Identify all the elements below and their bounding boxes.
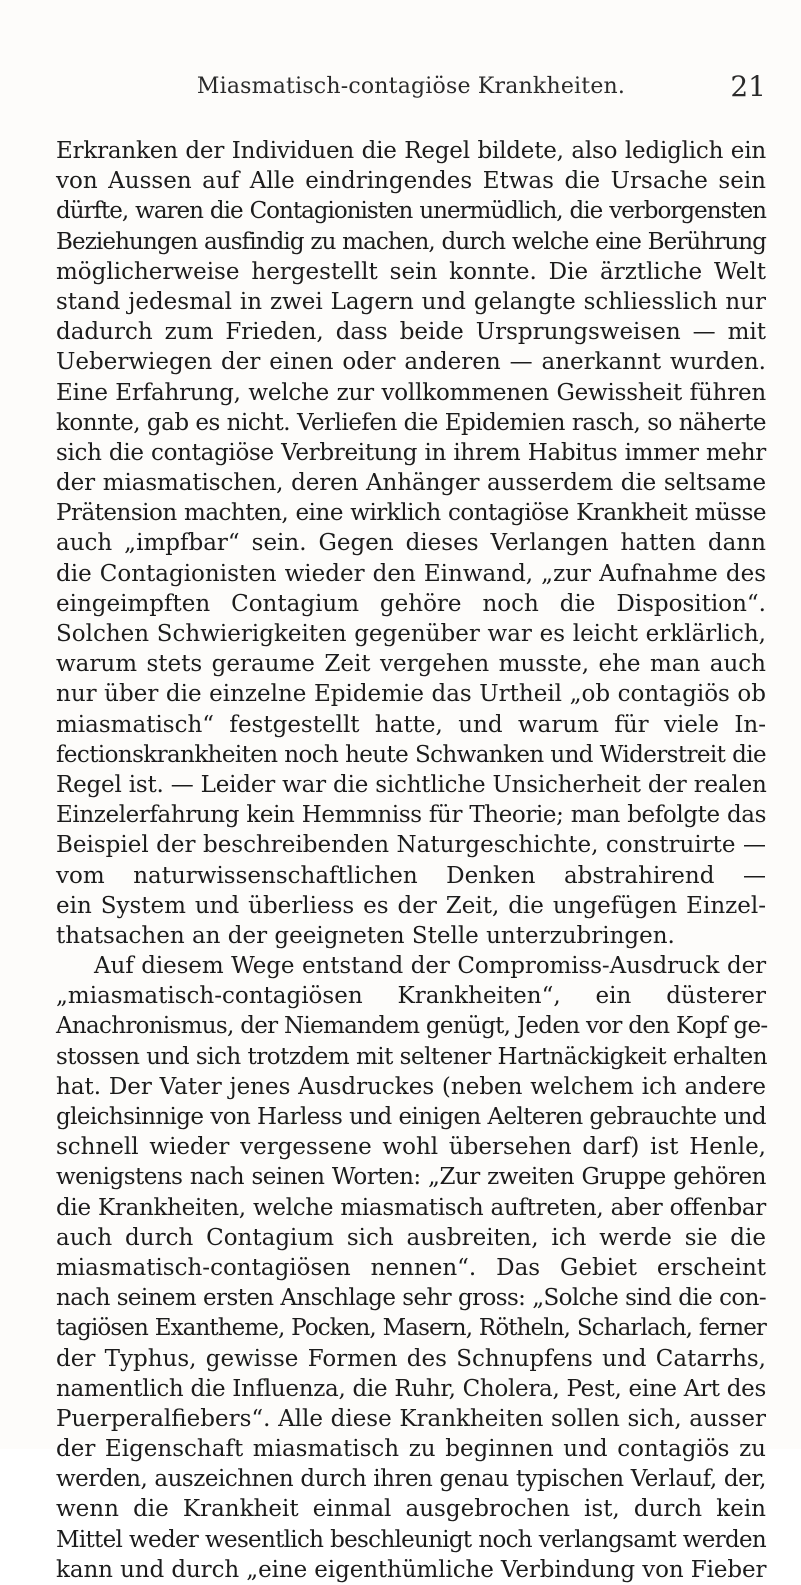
text-line: miasmatisch“ festgestellt hatte, und warum für viele In- [56,711,766,738]
text-line: die Krankheiten, welche miasmatisch auftreten, aber offenbar [56,1194,766,1221]
text-line: tagiösen Exantheme, Pocken, Masern, Rötheln, Scharlach, ferner [56,1315,766,1342]
text-line: Anachronismus, der Niemandem genügt, Jeden vor den Kopf ge- [56,1013,768,1040]
text-line: konnte, gab es nicht. Verliefen die Epidemien rasch, so näherte [56,409,766,436]
text-line: dürfte, waren die Contagionisten unermüdlich, die verborgensten [56,198,766,225]
text-line: Solchen Schwierigkeiten gegenüber war es leicht erklärlich, [56,621,766,647]
text-line: Einzelerfahrung kein Hemmniss für Theorie; man befolgte das [56,802,766,829]
text-line: von Aussen auf Alle eindringendes Etwas die Ursache sein [56,168,766,195]
text-line: der miasmatischen, deren Anhänger ausserdem die seltsame [56,470,766,497]
running-head [56,70,766,108]
text-line: Puerperalfiebers“. Alle diese Krankheiten sollen sich, ausser [56,1405,766,1432]
text-line: der Eigenschaft miasmatisch zu beginnen und contagiös zu [56,1436,766,1463]
text-line: der Typhus, gewisse Formen des Schnupfens und Catarrhs, [56,1345,766,1372]
text-line: warum stets geraume Zeit vergehen musste, ehe man auch [56,651,766,678]
text-line: fectionskrankheiten noch heute Schwanken und Widerstreit die [56,741,766,768]
text-line: namentlich die Influenza, die Ruhr, Cholera, Pest, eine Art des [56,1375,766,1402]
text-line: Erkranken der Individuen die Regel bildete, also lediglich ein [56,138,766,164]
body-text [56,136,766,1585]
text-line: thatsachen an der geeigneten Stelle unterzubringen. [56,922,675,949]
text-line: die Contagionisten wieder den Einwand, „zur Aufnahme des [56,560,766,587]
text-line: vom naturwissenschaftlichen Denken abstrahirend — [56,862,766,889]
text-line: Beziehungen ausfindig zu machen, durch welche eine Berührung [56,228,766,255]
text-line: wenigstens nach seinen Worten: „Zur zweiten Gruppe gehören [56,1164,766,1191]
text-line: „miasmatisch-contagiösen Krankheiten“, ein düsterer [56,983,766,1010]
page-number: 21 [730,70,766,103]
text-line: Prätension machten, eine wirklich contagiöse Krankheit müsse [56,500,766,527]
text-line: Auf diesem Wege entstand der Compromiss-Ausdruck der [94,953,766,980]
text-line: sich die contagiöse Verbreitung in ihrem Habitus immer mehr [56,439,766,466]
text-line: wenn die Krankheit einmal ausgebrochen ist, durch kein [56,1496,766,1523]
running-title: Miasmatisch-contagiöse Krankheiten. [196,74,626,99]
text-line: stand jedesmal in zwei Lagern und gelangte schliesslich nur [56,288,766,315]
text-line: kann und durch „eine eigenthümliche Verbindung von Fieber [56,1556,767,1583]
text-line: auch „impfbar“ sein. Gegen dieses Verlangen hatten dann [56,530,766,557]
text-line: miasmatisch-contagiösen nennen“. Das Gebiet erscheint [56,1254,766,1281]
text-line: dadurch zum Frieden, dass beide Ursprungsweisen — mit [56,319,766,346]
text-line: auch durch Contagium sich ausbreiten, ich werde sie die [56,1224,766,1251]
text-line: ein System und überliess es der Zeit, die ungefügen Einzel- [56,892,766,919]
text-line: hat. Der Vater jenes Ausdruckes (neben welchem ich andere [56,1073,766,1100]
text-line: Beispiel der beschreibenden Naturgeschichte, construirte — [56,832,766,859]
text-line: gleichsinnige von Harless und einigen Aelteren gebrauchte und [56,1104,766,1130]
text-line: nur über die einzelne Epidemie das Urtheil „ob contagiös ob [56,681,766,708]
text-line: möglicherweise hergestellt sein konnte. Die ärztliche Welt [56,258,766,285]
text-line: schnell wieder vergessene wohl übersehen darf) ist Henle, [56,1134,766,1161]
text-line: Regel ist. — Leider war die sichtliche Unsicherheit der realen [56,771,767,798]
text-line: Mittel weder wesentlich beschleunigt noch verlangsamt werden [56,1526,766,1553]
text-line: werden, auszeichnen durch ihren genau typischen Verlauf, der, [56,1466,766,1493]
text-line: stossen und sich trotzdem mit seltener Hartnäckigkeit erhalten [56,1043,768,1070]
text-line: nach seinem ersten Anschlage sehr gross: „Solche sind die con- [56,1285,766,1312]
text-line: Ueberwiegen der einen oder anderen — anerkannt wurden. [56,349,766,376]
text-line: Eine Erfahrung, welche zur vollkommenen Gewissheit führen [56,379,766,406]
text-line: eingeimpften Contagium gehöre noch die Disposition“. [56,590,766,617]
